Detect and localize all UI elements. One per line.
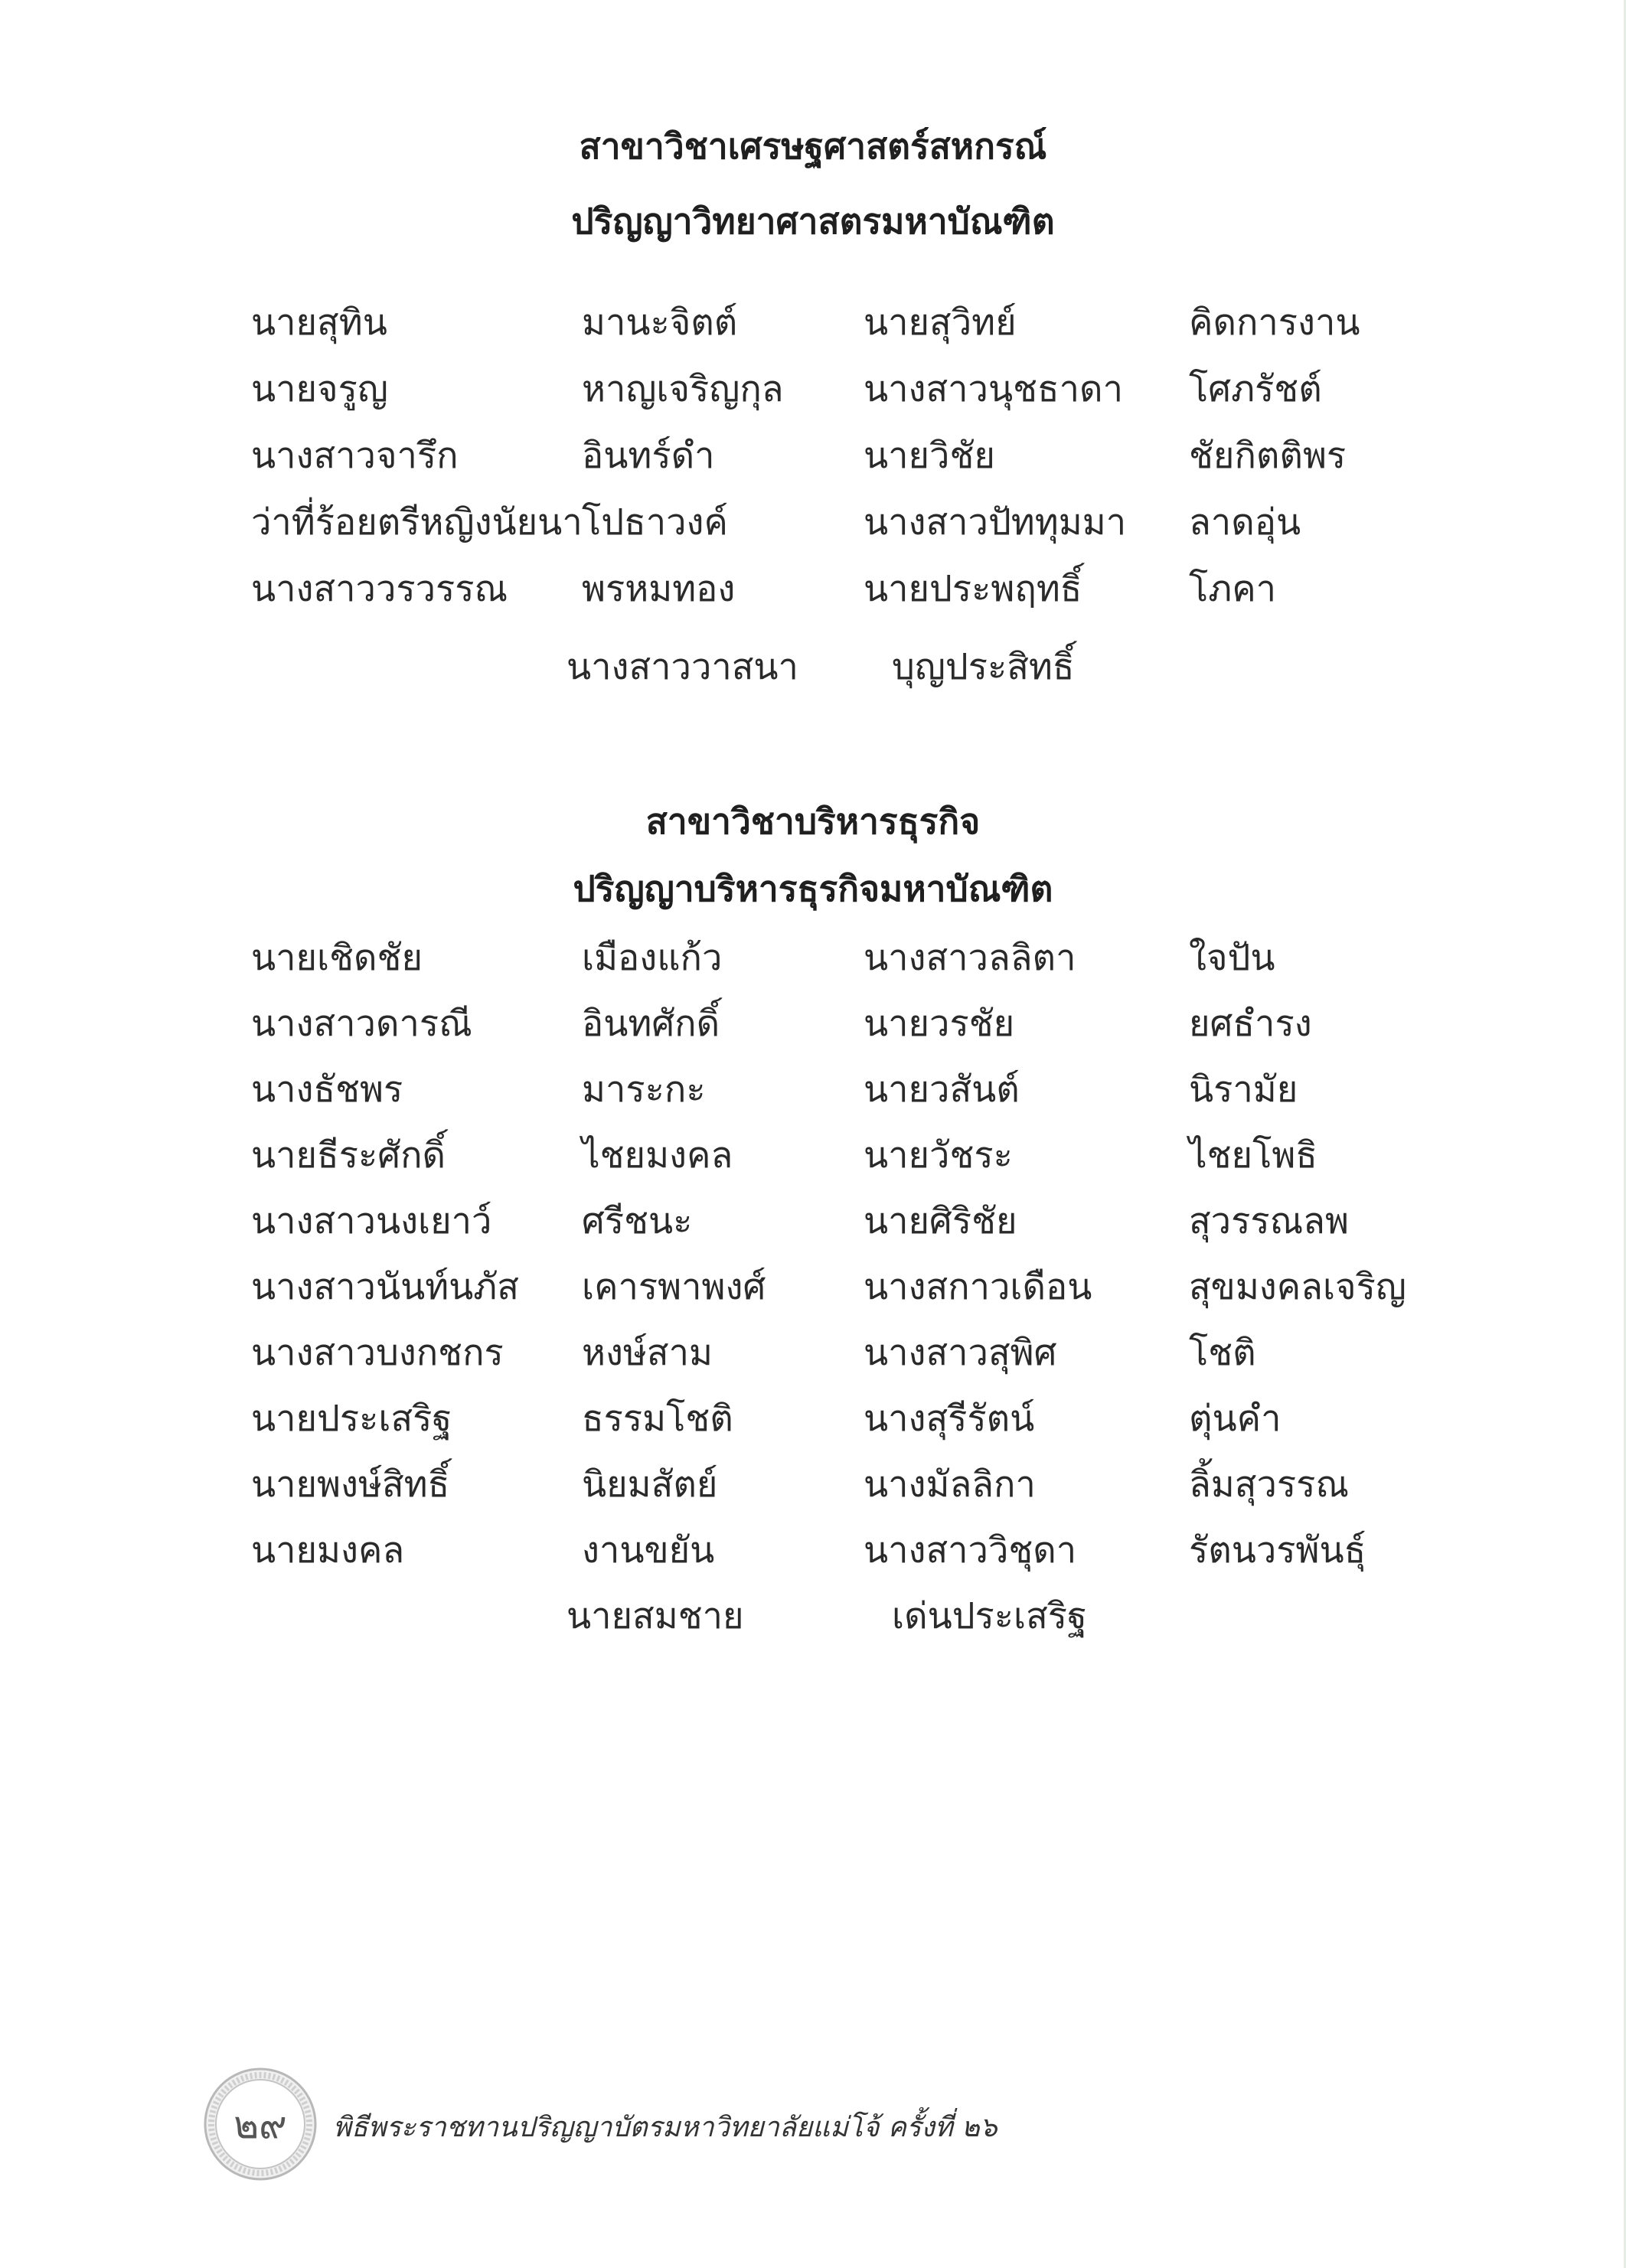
surname: โศภรัชต์ [1189, 368, 1322, 410]
surname: ธรรมโชติ [582, 1398, 733, 1440]
section-2-heading-line2: ปริญญาบริหารธุรกิจมหาบัณฑิต [573, 868, 1053, 909]
surname: ตุ่นคำ [1189, 1398, 1282, 1440]
surname: คิดการงาน [1189, 302, 1360, 344]
surname: เด่นประเสริฐ [892, 1595, 1087, 1637]
name-row [0, 1200, 1626, 1257]
first-name: นายเชิดชัย [251, 937, 423, 979]
first-name: นายประเสริฐ [251, 1398, 452, 1440]
first-name: นายธีระศักดิ์ [251, 1134, 446, 1176]
surname: งานขยัน [582, 1529, 715, 1571]
name-row [0, 1069, 1626, 1125]
footer-text: พิธีพระราชทานปริญญาบัตรมหาวิทยาลัยแม่โจ้ ครั้งที่ ๒๖ [333, 2112, 997, 2143]
name-row [0, 568, 1626, 625]
section-2-heading-line1: สาขาวิชาบริหารธุรกิจ [645, 801, 981, 842]
surname: นิยมสัตย์ [582, 1464, 718, 1506]
surname: ชัยกิตติพร [1189, 435, 1347, 477]
first-name: นางสาวลลิตา [864, 937, 1076, 979]
surname: อินทศักดิ์ [582, 1003, 720, 1045]
surname: หงษ์สาม [582, 1332, 713, 1374]
section-1-heading-line2: ปริญญาวิทยาศาสตรมหาบัณฑิต [571, 201, 1055, 242]
name-row [0, 1332, 1626, 1389]
surname: เมืองแก้ว [582, 937, 723, 979]
name-row-extra [0, 1595, 1626, 1652]
first-name: นางธัชพร [251, 1069, 403, 1111]
surname: รัตนวรพันธุ์ [1189, 1529, 1366, 1571]
first-name: นางสาวบงกชกร [251, 1332, 504, 1374]
first-name: นางสาววิชุดา [864, 1529, 1077, 1571]
first-name: นายพงษ์สิทธิ์ [251, 1464, 450, 1506]
first-name: นางสาววาสนา [566, 646, 798, 688]
surname: อินทร์ดำ [582, 435, 715, 477]
first-name: นายมงคล [251, 1529, 405, 1571]
surname: โชติ [1189, 1332, 1256, 1374]
first-name: นายสมชาย [566, 1595, 744, 1637]
name-row [0, 1529, 1626, 1586]
first-name: นางสาวสุพิศ [864, 1332, 1057, 1374]
first-name: นางสาวดารณี [251, 1003, 472, 1045]
seal-numeral: ๒๙ [233, 2103, 287, 2147]
first-name: นางสาวนันท์นภัส [251, 1266, 519, 1308]
first-name: นางสกาวเดือน [864, 1266, 1092, 1308]
first-name: นายสุทิน [251, 302, 387, 344]
surname: ไชยโพธิ [1189, 1134, 1317, 1176]
surname: ไชยมงคล [582, 1134, 733, 1176]
first-name: นายวัชระ [864, 1134, 1013, 1176]
surname: โภคา [1189, 568, 1277, 610]
name-row [0, 501, 1626, 558]
surname: หาญเจริญกุล [582, 368, 784, 410]
first-name: นายสุวิทย์ [864, 302, 1017, 344]
surname: สุขมงคลเจริญ [1189, 1266, 1406, 1308]
surname: ยศธำรง [1189, 1003, 1312, 1045]
first-name: นางมัลลิกา [864, 1464, 1036, 1506]
page-footer [195, 2063, 1267, 2193]
surname: บุญประสิทธิ์ [892, 646, 1075, 688]
name-row [0, 1464, 1626, 1520]
name-row [0, 302, 1626, 358]
first-name: นางสาวนุชธาดา [864, 368, 1123, 410]
first-name: นางสาวนงเยาว์ [251, 1200, 492, 1242]
name-row [0, 435, 1626, 491]
surname: ใจปัน [1189, 937, 1275, 979]
university-seal-icon [203, 2067, 318, 2182]
name-row [0, 368, 1626, 425]
first-name: นายวิชัย [864, 435, 995, 477]
first-name: นายวสันต์ [864, 1069, 1020, 1111]
first-name: นางสาววรวรรณ [251, 568, 508, 610]
surname: มานะจิตต์ [582, 302, 738, 344]
surname: ลิ้มสุวรรณ [1189, 1464, 1349, 1506]
surname: เคารพาพงศ์ [582, 1266, 766, 1308]
first-name: นายประพฤทธิ์ [864, 568, 1082, 610]
section-1-heading-line1: สาขาวิชาเศรษฐศาสตร์สหกรณ์ [579, 126, 1047, 167]
first-name: นางสาวปัททุมมา [864, 501, 1127, 543]
surname: สุวรรณลพ [1189, 1200, 1349, 1242]
first-name: นางสาวจารึก [251, 435, 459, 477]
name-row [0, 937, 1626, 994]
surname: โปธาวงค์ [582, 501, 728, 543]
name-row [0, 1266, 1626, 1323]
surname: ศรีชนะ [582, 1200, 693, 1242]
surname: มาระกะ [582, 1069, 706, 1111]
first-name: นางสุรีรัตน์ [864, 1398, 1035, 1440]
surname: พรหมทอง [582, 568, 736, 610]
first-name: ว่าที่ร้อยตรีหญิงนัยนา [251, 501, 583, 543]
name-row [0, 1003, 1626, 1059]
name-row [0, 1134, 1626, 1191]
surname: นิรามัย [1189, 1069, 1298, 1111]
name-row [0, 1398, 1626, 1454]
surname: ลาดอุ่น [1189, 501, 1301, 543]
first-name: นายจรูญ [251, 368, 388, 410]
first-name: นายศิริชัย [864, 1200, 1017, 1242]
name-row-extra [0, 646, 1626, 703]
first-name: นายวรชัย [864, 1003, 1015, 1045]
